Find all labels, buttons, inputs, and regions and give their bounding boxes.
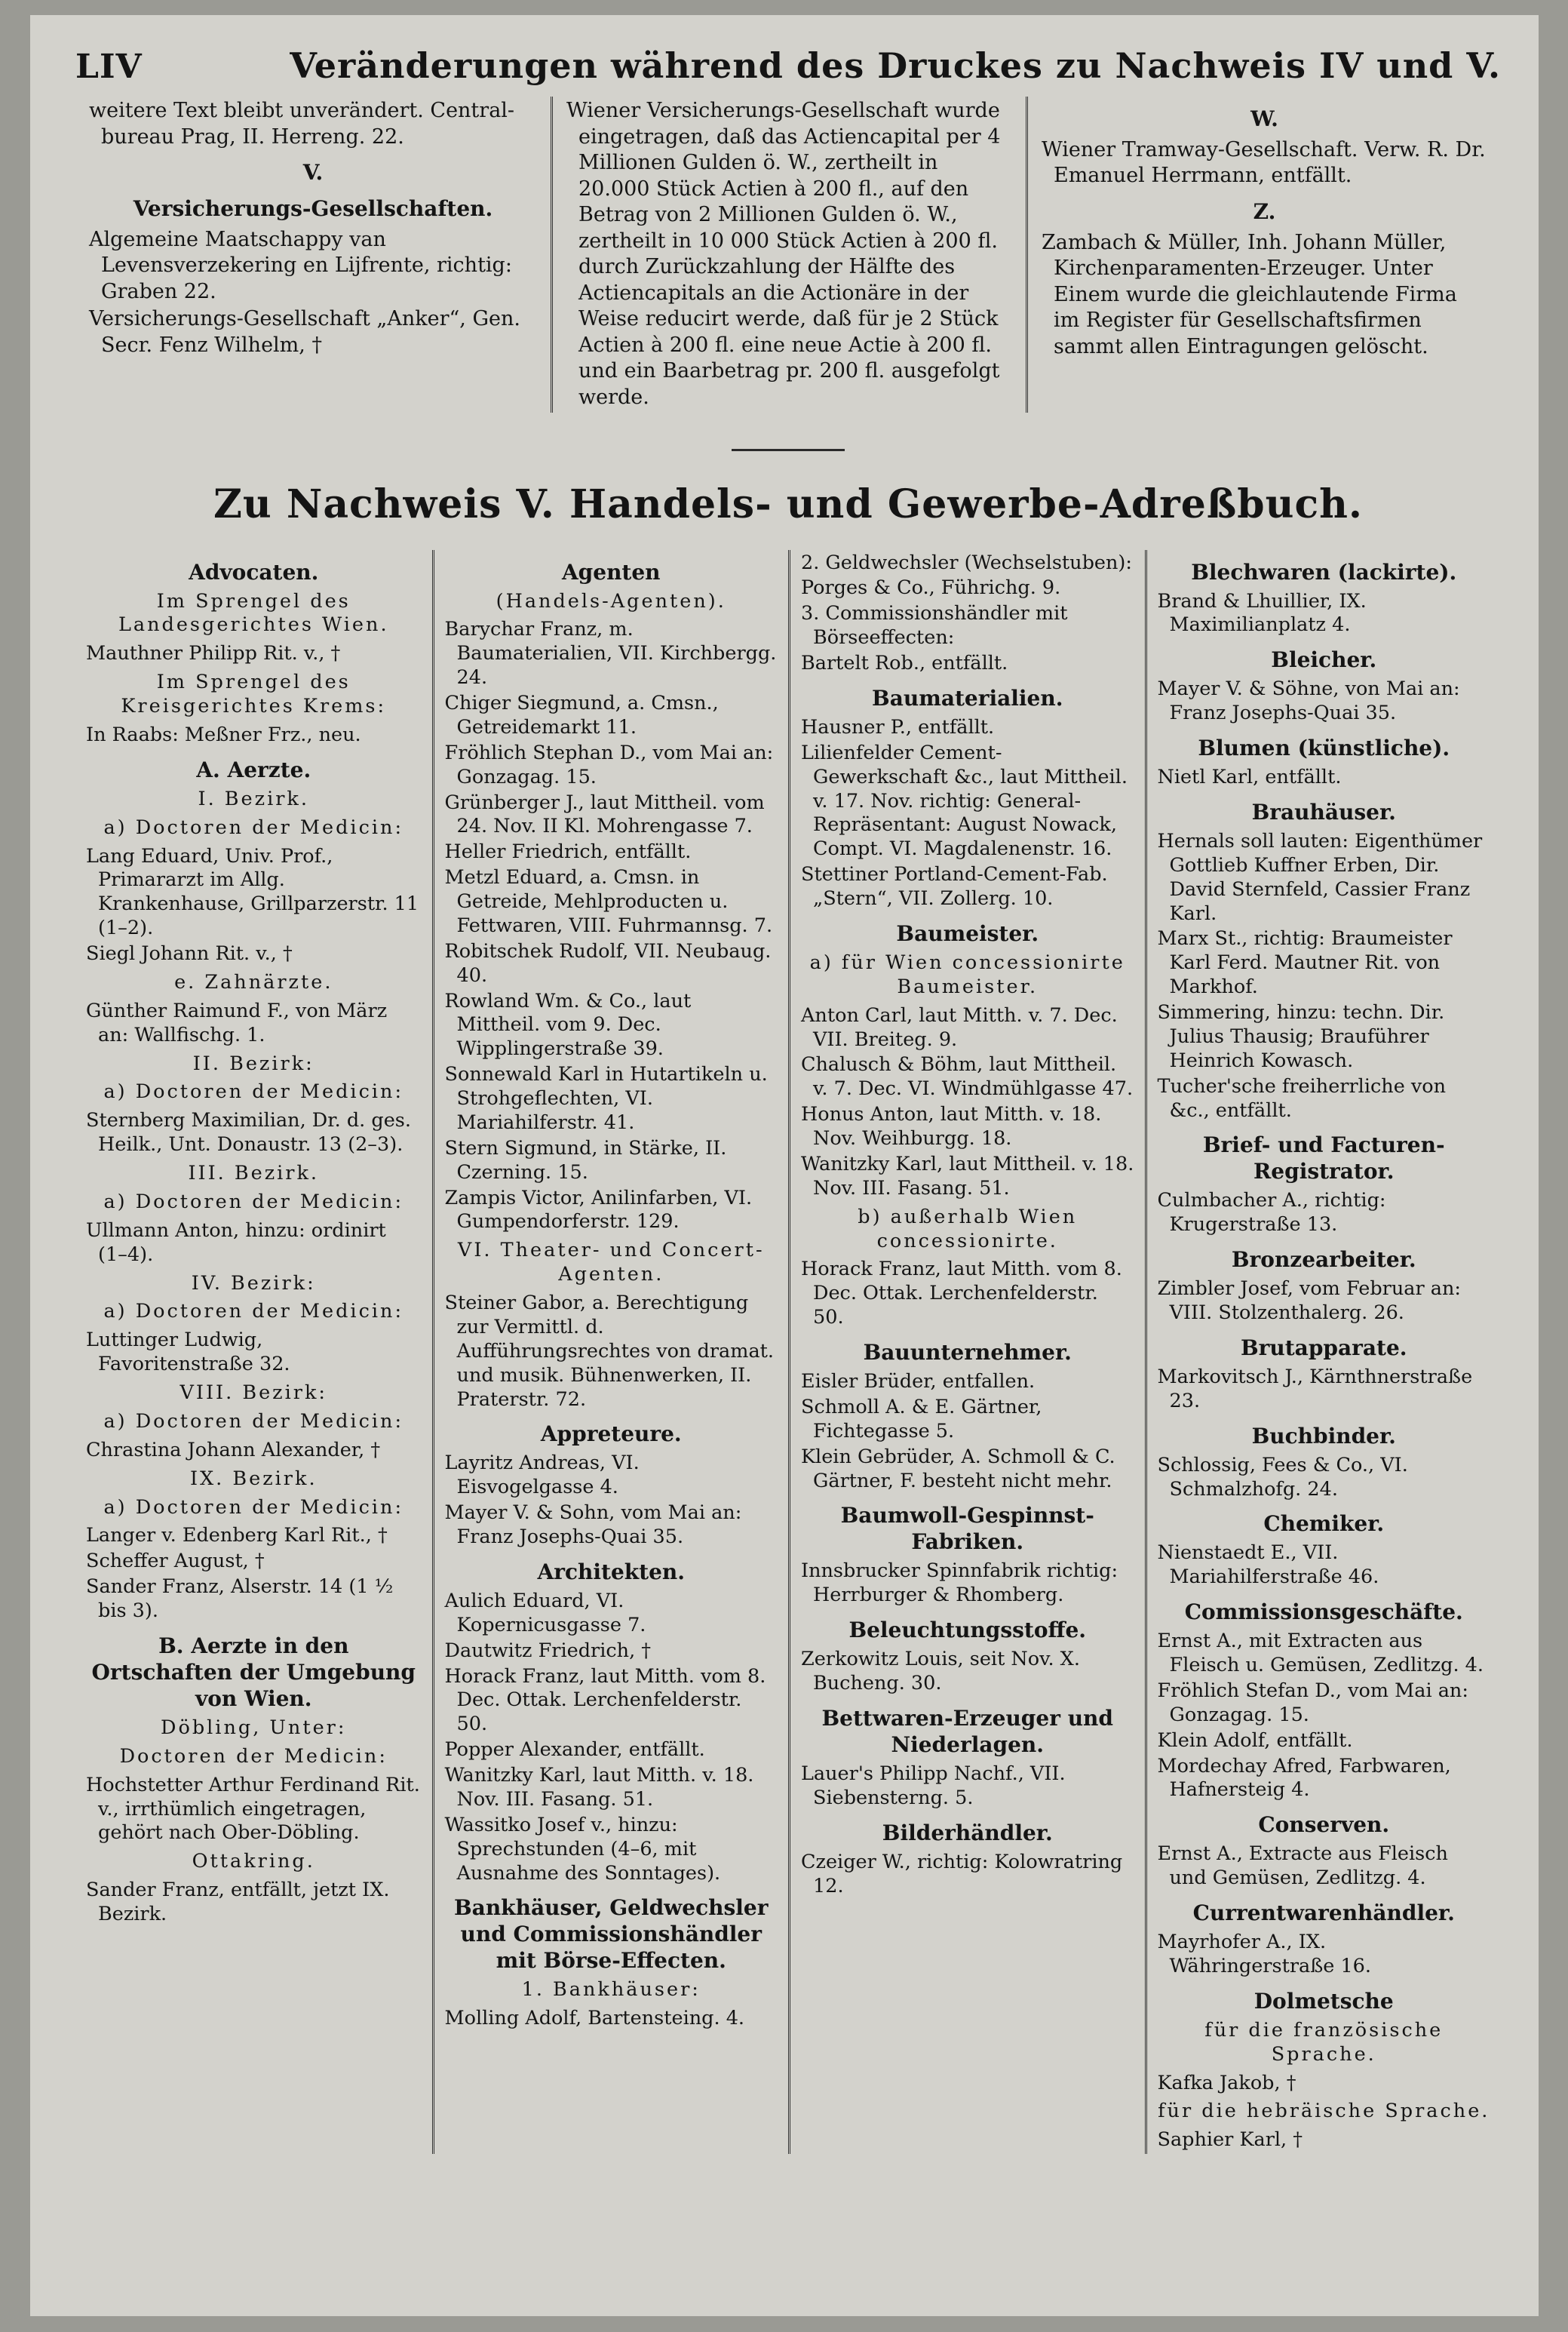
subheading: Im Sprengel des Landesgerichtes Wien.: [118, 589, 389, 637]
directory-column-2: [432, 550, 789, 2155]
page: [30, 15, 1539, 2316]
page-header: [75, 45, 1501, 86]
subheading: Doctoren der Medicin:: [119, 1744, 388, 1768]
entry: Mordechay Afred, Farbwaren, Hafnersteig 4.: [1157, 1754, 1451, 1802]
entry: Brand & Lhuillier, IX. Maximilianplatz 4.: [1157, 589, 1367, 637]
directory-column-1: [75, 550, 432, 2155]
entry: Lauer's Philipp Nachf., VII. Siebensterng. 5.: [801, 1762, 1066, 1809]
subheading: a) Doctoren der Medicin:: [103, 1190, 404, 1213]
entry: Wanitzky Karl, laut Mitth. v. 18. Nov. III. Fasang. 51.: [444, 1764, 754, 1811]
entry: In Raabs: Meßner Frz., neu.: [86, 723, 361, 746]
category-heading: Chemiker.: [1263, 1511, 1385, 1537]
directory-column-3: [788, 550, 1145, 2155]
entry: Lilienfelder Cement-Gewerkschaft &c., laut Mittheil. v. 17. Nov. richtig: General-Repräsentant: August Nowack, Compt. VI. Magdalenenstr. 16.: [801, 741, 1128, 861]
entry: Fröhlich Stephan D., vom Mai an: Gonzagag. 15.: [444, 741, 774, 788]
page-title: Veränderungen während des Druckes zu Nachweis IV und V.: [290, 45, 1501, 86]
category-heading: Architekten.: [537, 1559, 686, 1584]
category-heading: Blechwaren (lackirte).: [1191, 559, 1457, 585]
entry: Tucher'sche freiherrliche von &c., entfällt.: [1157, 1074, 1447, 1122]
entry: Marx St., richtig: Braumeister Karl Ferd. Mautner Rit. von Markhof.: [1157, 927, 1453, 999]
section-title: Zu Nachweis V. Handels- und Gewerbe-Adreßbuch.: [213, 481, 1364, 527]
entry: Wassitko Josef v., hinzu: Sprechstunden (4–6, mit Ausnahme des Sonntages).: [444, 1813, 721, 1885]
entry: Scheffer August, †: [86, 1550, 265, 1573]
subheading: (Handels-Agenten).: [496, 589, 726, 613]
subheading: für die französische Sprache.: [1204, 2018, 1444, 2066]
entry: 3. Commissionshändler mit Börseeffecten:: [801, 602, 1068, 650]
entry: Zimbler Josef, vom Februar an: VIII. Stolzenthalerg. 26.: [1157, 1277, 1461, 1325]
entry: Hernals soll lauten: Eigenthümer Gottlieb Kuffner Erben, Dir. David Sternfeld, Cassier Franz Karl.: [1157, 829, 1483, 925]
entry: Klein Adolf, entfällt.: [1157, 1728, 1353, 1752]
entry: Zerkowitz Louis, seit Nov. X. Bucheng. 30.: [801, 1648, 1080, 1695]
page-number: LIV: [75, 48, 143, 86]
addenda-column-1: [75, 97, 551, 413]
subheading: b) außerhalb Wien concessionirte.: [858, 1205, 1078, 1252]
category-heading: Appreteure.: [540, 1421, 682, 1447]
subheading: II. Bezirk:: [192, 1052, 315, 1075]
addenda-column-2: [551, 97, 1026, 413]
subheading: Döbling, Unter:: [161, 1716, 347, 1739]
entry: Saphier Karl, †: [1157, 2128, 1303, 2152]
subheading: I. Bezirk.: [198, 787, 309, 810]
entry: Stern Sigmund, in Stärke, II. Czerning. 15.: [444, 1136, 727, 1184]
directory-column-4: [1145, 550, 1502, 2155]
entry: Kafka Jakob, †: [1157, 2071, 1296, 2094]
addenda-column-3: [1026, 97, 1501, 413]
entry: Wanitzky Karl, laut Mittheil. v. 18. Nov. III. Fasang. 51.: [801, 1152, 1134, 1200]
entry: Sternberg Maximilian, Dr. d. ges. Heilk., Unt. Donaustr. 13 (2–3).: [86, 1109, 411, 1157]
subheading: a) für Wien concessionirte Baumeister.: [809, 951, 1125, 998]
subheading: a) Doctoren der Medicin:: [103, 1080, 404, 1104]
entry: Markovitsch J., Kärnthnerstraße 23.: [1157, 1365, 1473, 1412]
entry: Langer v. Edenberg Karl Rit., †: [86, 1524, 388, 1547]
subheading: VI. Theater- und Concert-Agenten.: [457, 1239, 765, 1286]
subheading: für die hebräische Sprache.: [1158, 2100, 1490, 2123]
entry: Chiger Siegmund, a. Cmsn., Getreidemarkt 11.: [444, 692, 719, 739]
subheading: e. Zahnärzte.: [174, 970, 333, 994]
category-heading: Currentwarenhändler.: [1192, 1900, 1455, 1926]
entry: 2. Geldwechsler (Wechselstuben):: [801, 551, 1132, 574]
addenda-columns: [75, 97, 1501, 413]
entry: Nienstaedt E., VII. Mariahilferstraße 46.: [1157, 1541, 1379, 1589]
category-heading: Bilderhändler.: [882, 1820, 1053, 1845]
entry: Lang Eduard, Univ. Prof., Primararzt im Allg. Krankenhause, Grillparzerstr. 11 (1–2).: [86, 844, 419, 940]
category-heading: Blumen (künstliche).: [1198, 736, 1450, 761]
entry: Popper Alexander, entfällt.: [444, 1738, 705, 1762]
category-heading: Bleicher.: [1271, 647, 1377, 673]
subheading: IX. Bezirk.: [189, 1467, 318, 1490]
category-heading: Versicherungs-Gesellschaften.: [133, 195, 493, 221]
entry: Zampis Victor, Anilinfarben, VI. Gumpendorferstr. 129.: [444, 1186, 753, 1234]
entry: Sander Franz, Alserstr. 14 (1 ½ bis 3).: [86, 1575, 394, 1623]
entry: Stettiner Portland-Cement-Fab. „Stern“, VII. Zollerg. 10.: [801, 863, 1108, 911]
category-heading: Buchbinder.: [1251, 1423, 1396, 1449]
subheading: VIII. Bezirk:: [180, 1381, 327, 1405]
entry: Siegl Johann Rit. v., †: [86, 942, 293, 966]
entry: Barychar Franz, m. Baumaterialien, VII. Kirchbergg. 24.: [444, 618, 777, 690]
category-heading: Conserven.: [1258, 1812, 1390, 1838]
entry: weitere Text bleibt unverändert. Central-bureau Prag, II. Herreng. 22.: [89, 99, 515, 149]
entry: Culmbacher A., richtig: Krugerstraße 13.: [1157, 1189, 1386, 1237]
entry: Mayer V. & Sohn, vom Mai an: Franz Josephs-Quai 35.: [444, 1501, 742, 1549]
entry: Czeiger W., richtig: Kolowratring 12.: [801, 1850, 1123, 1897]
subheading: Im Sprengel des Kreisgerichtes Krems:: [121, 671, 387, 718]
category-heading: Brutapparate.: [1240, 1335, 1407, 1360]
entry: Heller Friedrich, entfällt.: [444, 840, 692, 864]
category-heading: Baumwoll-Gespinnst-Fabriken.: [840, 1503, 1094, 1555]
letter-heading: Z.: [1253, 198, 1276, 224]
letter-heading: W.: [1250, 106, 1278, 131]
entry: Ernst A., mit Extracten aus Fleisch u. Gemüsen, Zedlitzg. 4.: [1157, 1630, 1484, 1677]
subheading: a) Doctoren der Medicin:: [103, 1409, 404, 1433]
entry: Schmoll A. & E. Gärtner, Fichtegasse 5.: [801, 1395, 1042, 1443]
subheading: Ottakring.: [192, 1850, 315, 1873]
entry: Wiener Tramway-Gesellschaft. Verw. R. Dr. Emanuel Herrmann, entfällt.: [1042, 137, 1486, 188]
entry: Sonnewald Karl in Hutartikeln u. Strohgeflechten, VI. Mariahilferstr. 41.: [444, 1063, 768, 1134]
entry: Mauthner Philipp Rit. v., †: [86, 642, 341, 665]
category-heading: Dolmetsche: [1253, 1988, 1394, 2014]
category-heading: Agenten: [561, 559, 661, 585]
entry: Horack Franz, laut Mitth. vom 8. Dec. Ottak. Lerchenfelderstr. 50.: [444, 1664, 766, 1736]
subheading: III. Bezirk.: [188, 1162, 320, 1185]
entry: Hausner P., entfällt.: [801, 715, 995, 739]
entry: Günther Raimund F., von März an: Wallfischg. 1.: [86, 999, 388, 1046]
category-heading: Bettwaren-Erzeuger und Niederlagen.: [821, 1705, 1113, 1757]
divider: [732, 449, 845, 451]
entry: Rowland Wm. & Co., laut Mittheil. vom 9. Dec. Wipplingerstraße 39.: [444, 989, 692, 1061]
subheading: a) Doctoren der Medicin:: [103, 1300, 404, 1323]
category-heading: Brauhäuser.: [1251, 799, 1396, 825]
subheading: a) Doctoren der Medicin:: [103, 816, 404, 839]
entry: Zambach & Müller, Inh. Johann Müller, Kirchenparamenten-Erzeuger. Unter Einem wurde die gleichlautende Firma im Register für Gesellschaftsfirmen sammt allen Eintragungen gelöscht.: [1042, 230, 1457, 358]
entry: Honus Anton, laut Mitth. v. 18. Nov. Weihburgg. 18.: [801, 1103, 1102, 1151]
entry: Grünberger J., laut Mittheil. vom 24. Nov. II Kl. Mohrengasse 7.: [444, 791, 765, 838]
category-heading: Commissionsgeschäfte.: [1184, 1599, 1463, 1625]
entry: Bartelt Rob., entfällt.: [801, 652, 1008, 675]
entry: Molling Adolf, Bartensteing. 4.: [444, 2007, 745, 2030]
entry: Mayer V. & Söhne, von Mai an: Franz Josephs-Quai 35.: [1157, 677, 1460, 725]
subheading: 1. Bankhäuser:: [521, 1978, 701, 2002]
directory-columns: [75, 550, 1501, 2155]
category-heading: Baumaterialien.: [872, 685, 1063, 711]
entry: Chalusch & Böhm, laut Mittheil. v. 7. Dec. VI. Windmühlgasse 47.: [801, 1053, 1134, 1101]
category-heading: A. Aerzte.: [196, 757, 311, 782]
category-heading: Baumeister.: [896, 920, 1039, 946]
entry: Ullmann Anton, hinzu: ordinirt (1–4).: [86, 1218, 386, 1266]
subheading: a) Doctoren der Medicin:: [103, 1495, 404, 1519]
entry: Fröhlich Stefan D., vom Mai an: Gonzagag. 15.: [1157, 1679, 1468, 1726]
entry: Schlossig, Fees & Co., VI. Schmalzhofg. 24.: [1157, 1453, 1408, 1501]
entry: Layritz Andreas, VI. Eisvogelgasse 4.: [444, 1452, 640, 1499]
entry: Ernst A., Extracte aus Fleisch und Gemüsen, Zedlitzg. 4.: [1157, 1842, 1448, 1890]
entry: Robitschek Rudolf, VII. Neubaug. 40.: [444, 939, 772, 987]
entry: Versicherungs-Gesellschaft „Anker“, Gen. Secr. Fenz Wilhelm, †: [89, 307, 520, 357]
entry: Wiener Versicherungs-Gesellschaft wurde eingetragen, daß das Actiencapital per 4 Millionen Gulden ö. W., zertheilt in 20.000 Stück Actien à 200 fl., auf den Betrag von 2 Millionen Gulden ö. W., zertheilt in 10 000 Stück Actien à 200 fl. durch Zurückzahlung der Hälfte des Actiencapitals an die Actionäre in der Weise reducirt werde, daß für je 2 Stück Actien à 200 fl. eine neue Actie à 200 fl. und ein Baarbetrag pr. 200 fl. ausgefolgt werde.: [566, 99, 1001, 410]
entry: Mayrhofer A., IX. Währingerstraße 16.: [1157, 1931, 1372, 1977]
entry: Anton Carl, laut Mitth. v. 7. Dec. VII. Breiteg. 9.: [801, 1003, 1118, 1051]
subheading: IV. Bezirk:: [191, 1271, 316, 1295]
entry: Horack Franz, laut Mitth. vom 8. Dec. Ottak. Lerchenfelderstr. 50.: [801, 1258, 1122, 1329]
category-heading: Brief- und Facturen-Registrator.: [1202, 1132, 1445, 1184]
entry: Innsbrucker Spinnfabrik richtig: Herrburger & Rhomberg.: [801, 1559, 1118, 1607]
entry: Nietl Karl, entfällt.: [1157, 766, 1342, 789]
letter-heading: V.: [302, 160, 324, 186]
entry: Steiner Gabor, a. Berechtigung zur Vermittl. d. Aufführungsrechtes von dramat. und musik. Bühnenwerken, II. Praterstr. 72.: [444, 1292, 775, 1411]
entry: Sander Franz, entfällt, jetzt IX. Bezirk.: [86, 1879, 390, 1926]
entry: Luttinger Ludwig, Favoritenstraße 32.: [86, 1329, 290, 1376]
entry: Hochstetter Arthur Ferdinand Rit. v., irrthümlich eingetragen, gehört nach Ober-Döbling.: [86, 1773, 420, 1845]
entry: Dautwitz Friedrich, †: [444, 1639, 652, 1662]
category-heading: Bronzearbeiter.: [1231, 1247, 1416, 1273]
category-heading: Bauunternehmer.: [863, 1340, 1072, 1366]
entry: Simmering, hinzu: techn. Dir. Julius Thausig; Brauführer Heinrich Kowasch.: [1157, 1001, 1445, 1072]
entry: Metzl Eduard, a. Cmsn. in Getreide, Mehlproducten u. Fettwaren, VIII. Fuhrmannsg. 7.: [444, 866, 773, 937]
entry: Aulich Eduard, VI. Kopernicusgasse 7.: [444, 1589, 646, 1636]
category-heading: Advocaten.: [189, 559, 319, 585]
category-heading: Bankhäuser, Geldwechsler und Commissionshändler mit Börse-Effecten.: [454, 1895, 769, 1974]
category-heading: Beleuchtungsstoffe.: [848, 1618, 1087, 1643]
entry: Porges & Co., Führichg. 9.: [801, 576, 1061, 600]
entry: Algemeine Maatschappy van Levensverzekering en Lijfrente, richtig: Graben 22.: [89, 227, 512, 303]
entry: Klein Gebrüder, A. Schmoll & C. Gärtner, F. besteht nicht mehr.: [801, 1445, 1115, 1492]
entry: Chrastina Johann Alexander, †: [86, 1438, 381, 1461]
entry: Eisler Brüder, entfallen.: [801, 1370, 1036, 1393]
category-heading: B. Aerzte in den Ortschaften der Umgebung von Wien.: [91, 1633, 416, 1711]
